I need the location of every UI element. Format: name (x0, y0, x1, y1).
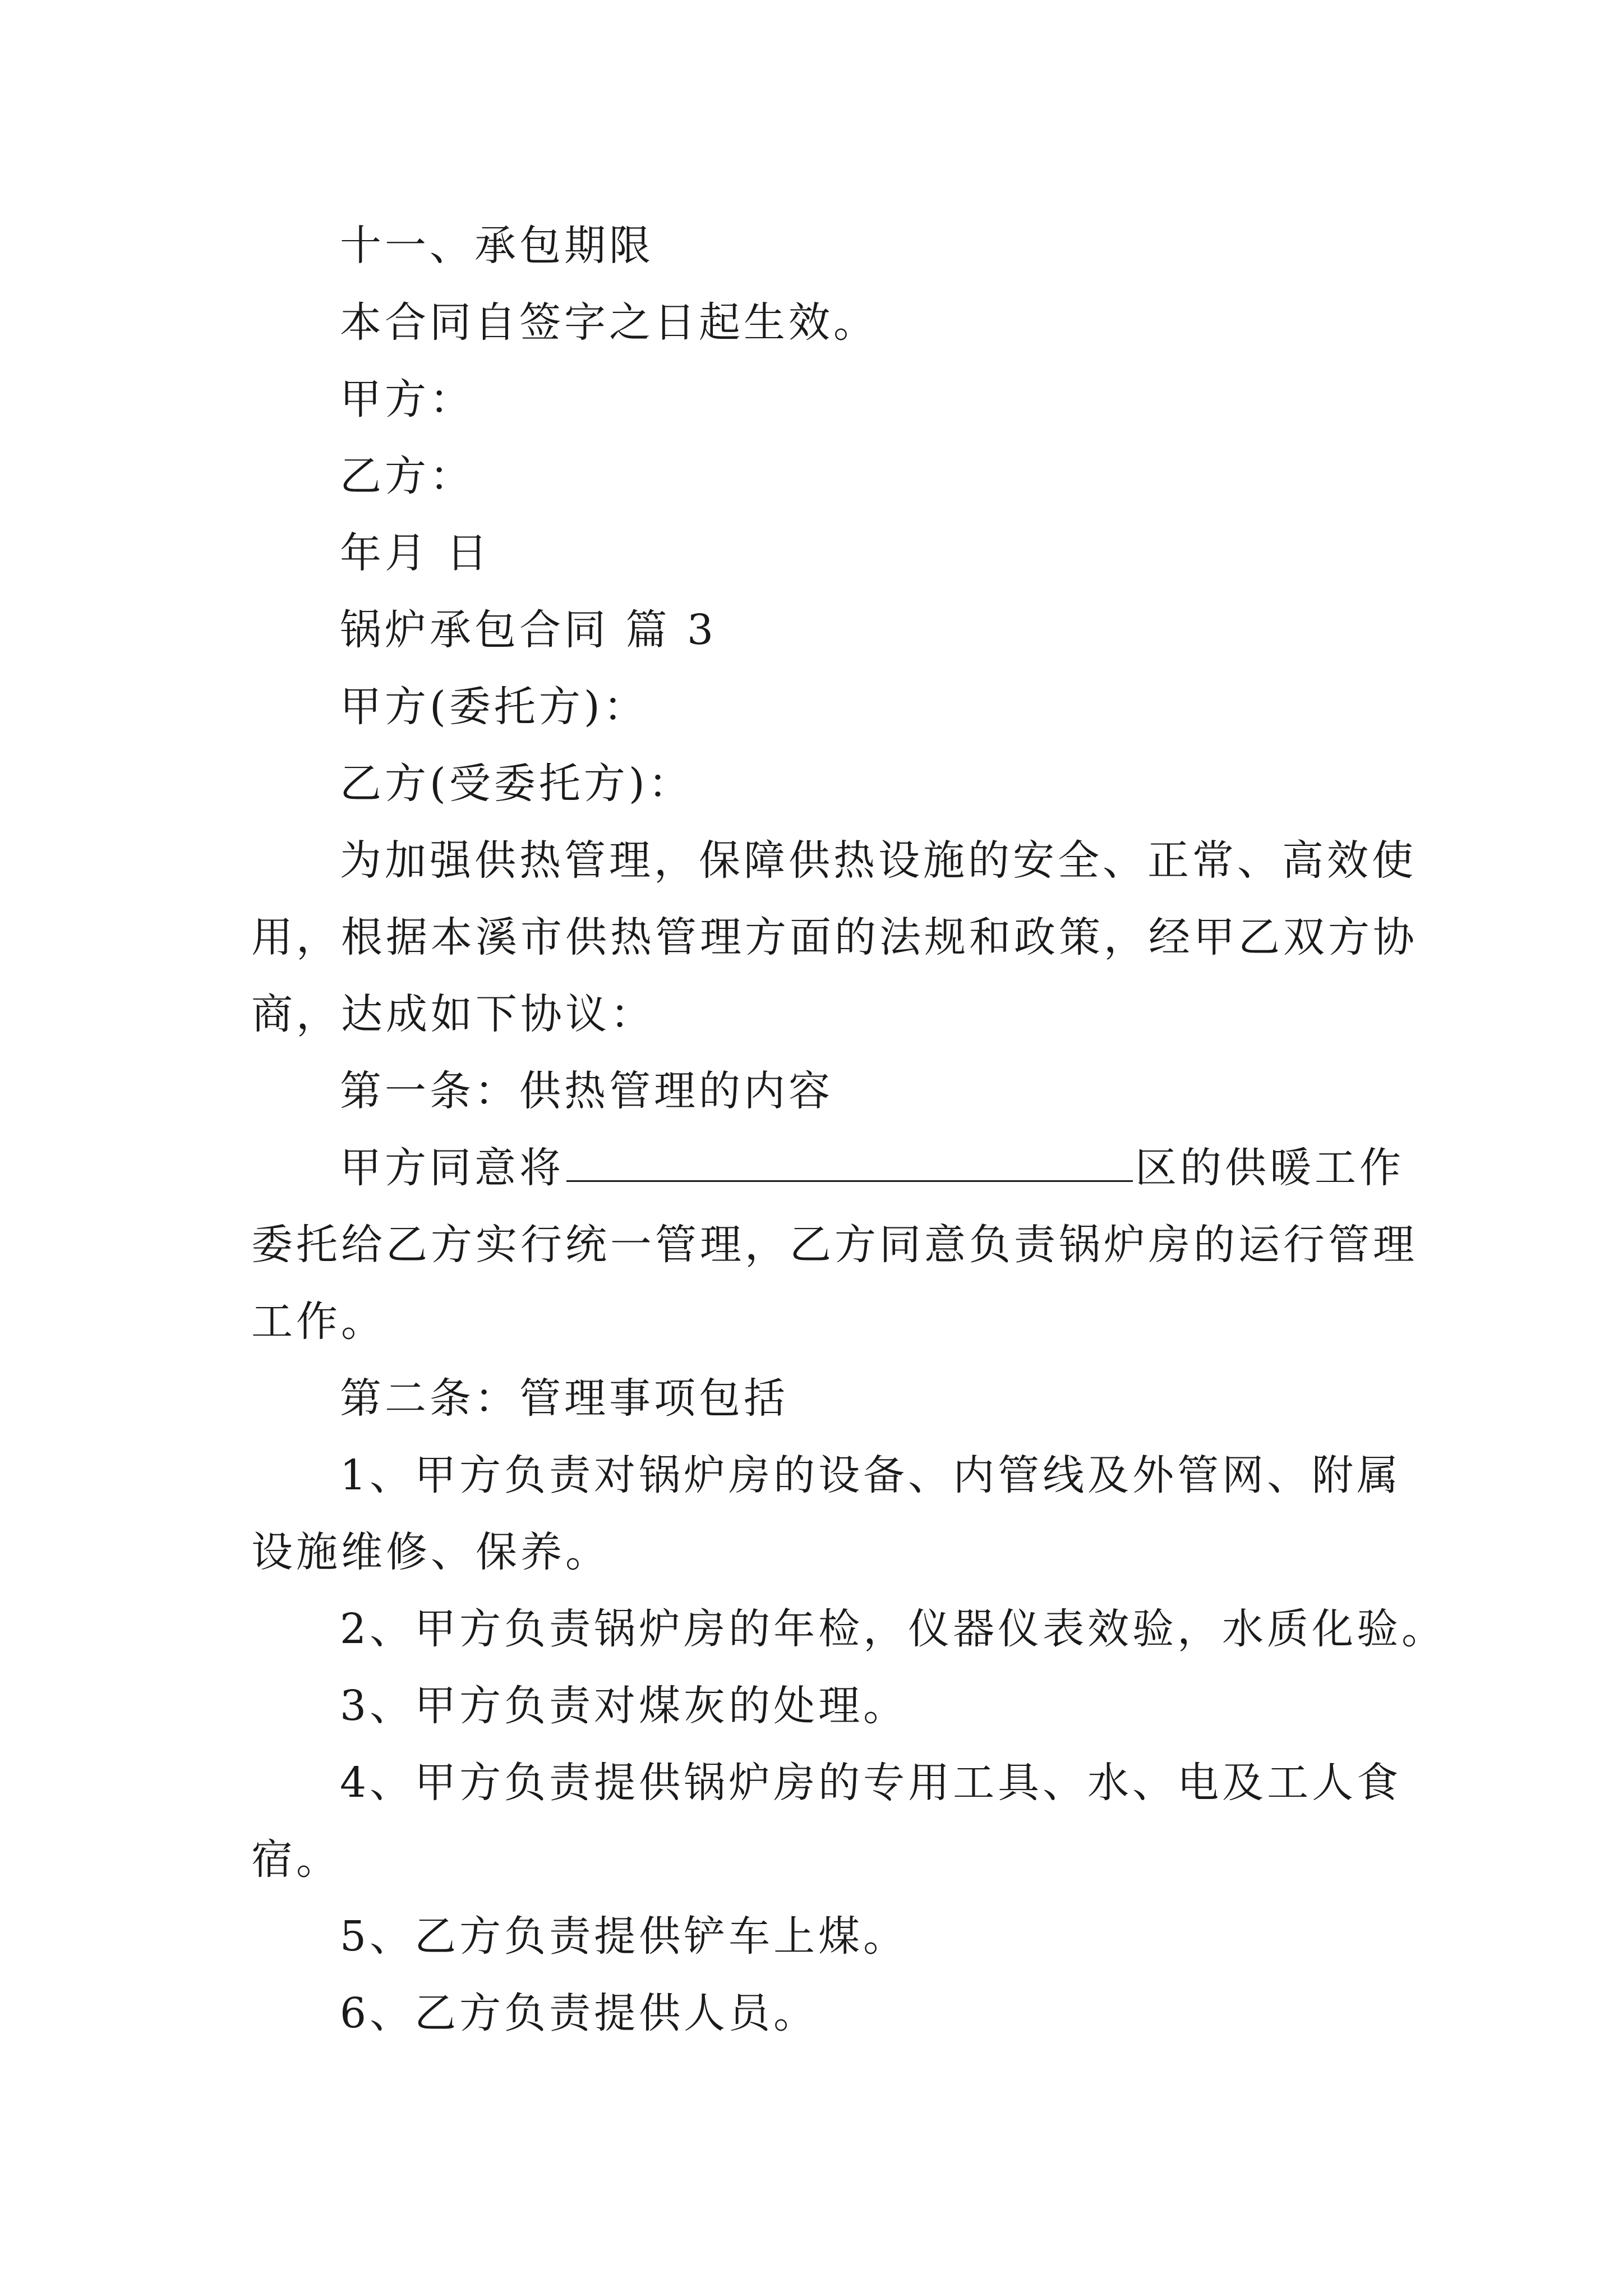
preamble-line-3: 商，达成如下协议： (251, 990, 655, 1038)
party-a-label: 甲方： (340, 375, 474, 424)
contract-title: 锅炉承包合同 篇 3 (340, 606, 717, 654)
item-2: 2、甲方负责锅炉房的年检，仪器仪表效验，水质化验。 (340, 1605, 1447, 1653)
article-2-heading: 第二条：管理事项包括 (340, 1374, 789, 1423)
preamble-line-2: 用，根据本溪市供热管理方面的法规和政策，经甲乙双方协 (251, 913, 1418, 961)
item-1-line-2: 设施维修、保养。 (251, 1528, 610, 1576)
item-1-line-1: 1、甲方负责对锅炉房的设备、内管线及外管网、附属 (340, 1451, 1402, 1499)
article-1-text-start: 甲方同意将 (340, 1144, 564, 1192)
item-4-line-1: 4、甲方负责提供锅炉房的专用工具、水、电及工人食 (340, 1759, 1402, 1807)
article-1-line-3: 工作。 (251, 1297, 386, 1346)
item-4-line-2: 宿。 (251, 1835, 341, 1884)
district-blank (566, 1139, 1133, 1182)
date-line: 年月 日 (340, 529, 491, 577)
party-b-label: 乙方： (340, 452, 474, 500)
item-6: 6、乙方负责提供人员。 (340, 1989, 819, 2037)
item-3: 3、甲方负责对煤灰的处理。 (340, 1682, 909, 1730)
item-5: 5、乙方负责提供铲车上煤。 (340, 1912, 909, 1961)
article-1-text-end: 区的供暖工作 (1135, 1144, 1404, 1192)
party-b-trustee-label: 乙方(受委托方)： (340, 760, 693, 808)
preamble-line-1: 为加强供热管理，保障供热设施的安全、正常、高效使 (340, 836, 1417, 885)
article-1-heading: 第一条：供热管理的内容 (340, 1067, 833, 1115)
party-a-client-label: 甲方(委托方)： (340, 683, 648, 731)
article-1-line-1 (251, 1130, 1404, 1207)
document-page (251, 208, 1447, 2052)
paragraph-effective: 本合同自签字之日起生效。 (340, 298, 878, 347)
section-heading-term: 十一、承包期限 (340, 222, 654, 270)
article-1-line-2: 委托给乙方实行统一管理，乙方同意负责锅炉房的运行管理 (251, 1221, 1418, 1269)
